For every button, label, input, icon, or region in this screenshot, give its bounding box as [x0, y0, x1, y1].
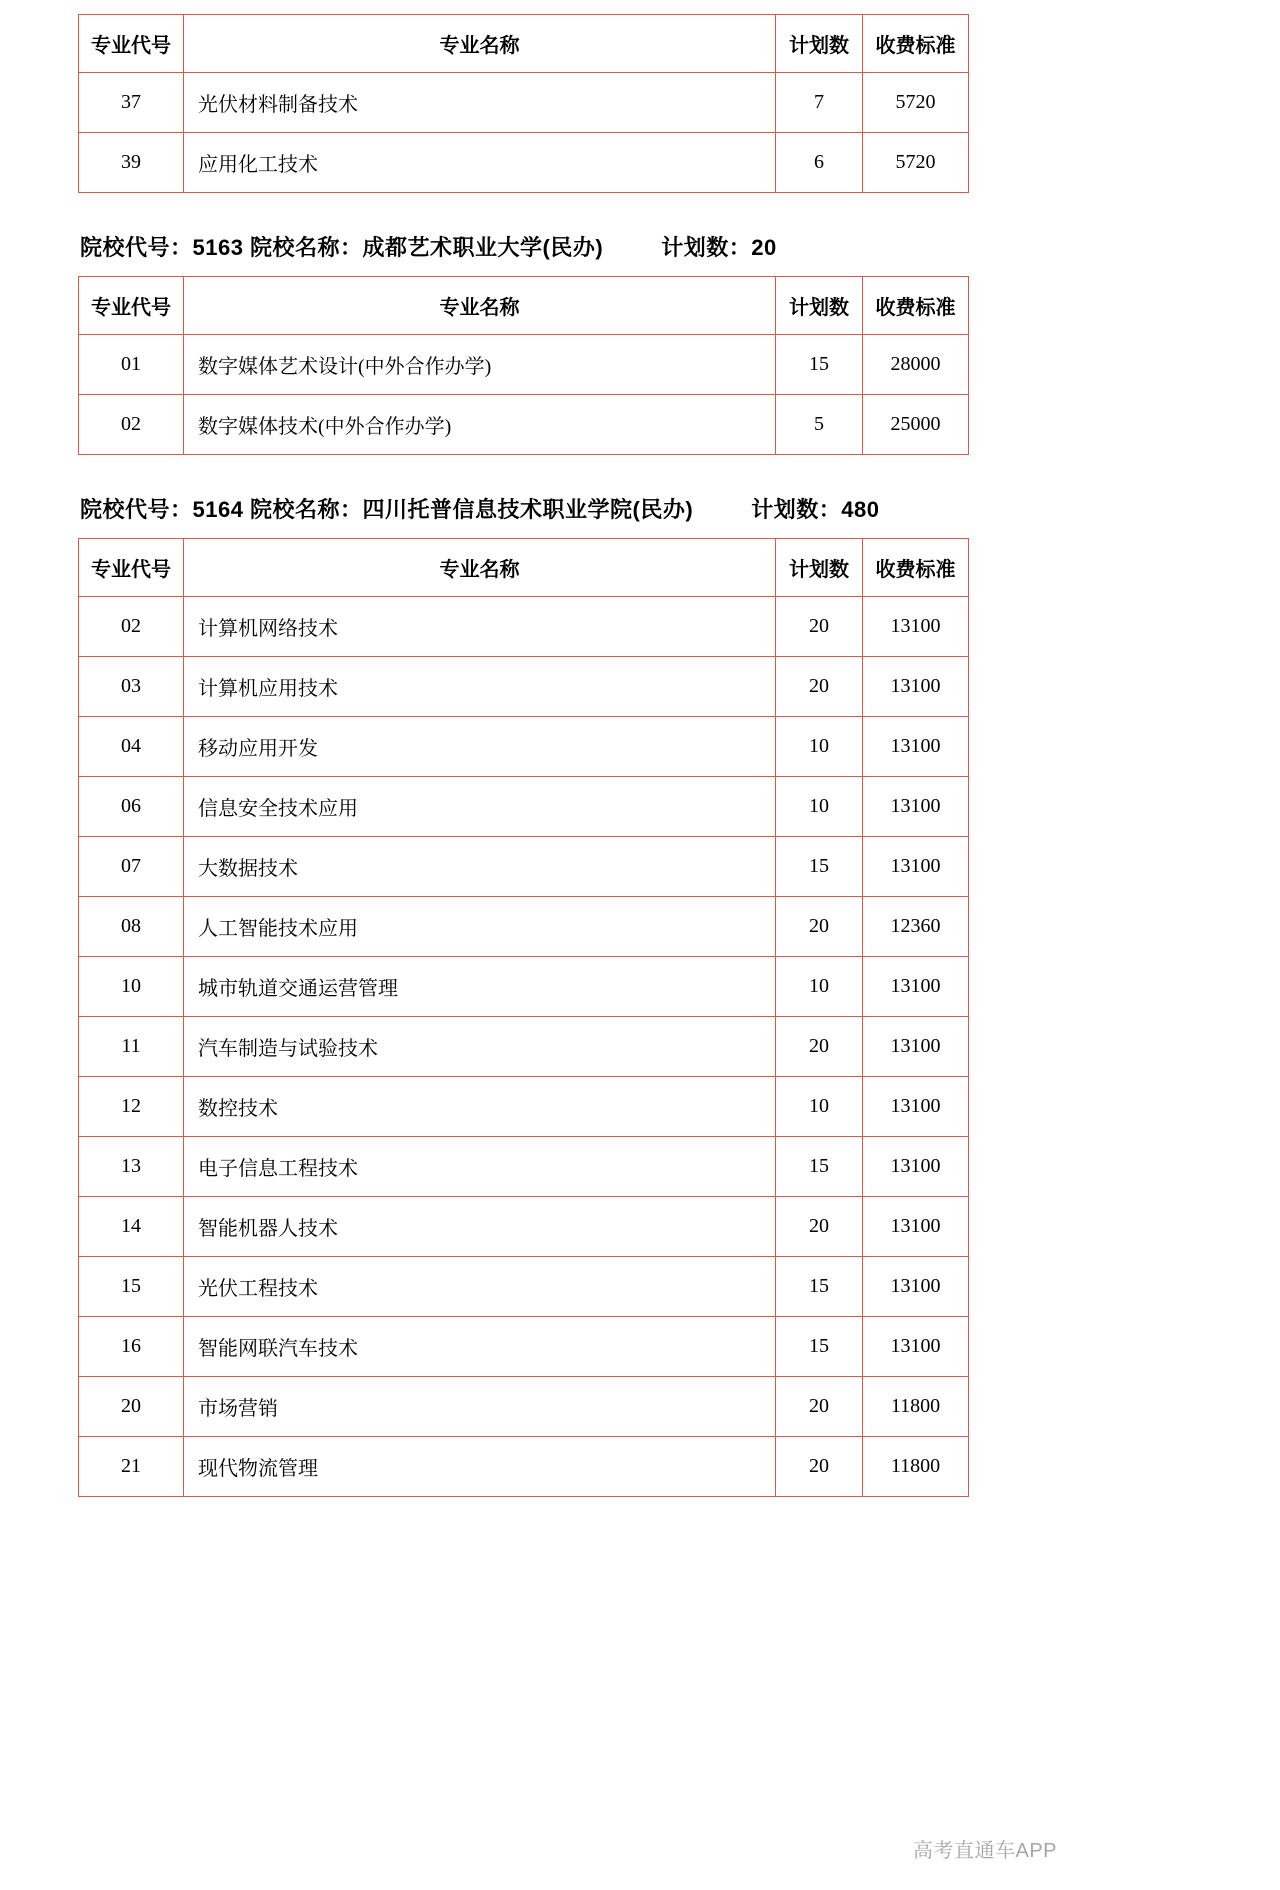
plan-count-cell: 15 — [776, 1137, 863, 1197]
column-header: 收费标准 — [863, 277, 969, 335]
fee-cell: 13100 — [863, 777, 969, 837]
plan-count-cell: 20 — [776, 657, 863, 717]
fee-cell: 11800 — [863, 1377, 969, 1437]
plan-count-cell: 20 — [776, 1017, 863, 1077]
plan-table — [78, 276, 969, 455]
fee-cell: 13100 — [863, 957, 969, 1017]
header-row — [79, 277, 969, 335]
table-row — [79, 657, 969, 717]
plan-table — [78, 14, 969, 193]
fee-cell: 28000 — [863, 335, 969, 395]
college-heading — [80, 493, 968, 524]
major-code-cell: 13 — [79, 1137, 184, 1197]
major-code-cell: 16 — [79, 1317, 184, 1377]
column-header: 专业代号 — [79, 15, 184, 73]
major-name-cell: 计算机应用技术 — [184, 657, 776, 717]
major-code-cell: 01 — [79, 335, 184, 395]
fee-cell: 5720 — [863, 73, 969, 133]
major-name-cell: 数控技术 — [184, 1077, 776, 1137]
fee-cell: 13100 — [863, 1017, 969, 1077]
major-code-cell: 04 — [79, 717, 184, 777]
table-row — [79, 1257, 969, 1317]
major-name-cell: 光伏工程技术 — [184, 1257, 776, 1317]
college-section — [78, 14, 968, 193]
major-name-cell: 应用化工技术 — [184, 133, 776, 193]
fee-cell: 13100 — [863, 1137, 969, 1197]
app-watermark: 高考直通车APP — [913, 1840, 1058, 1862]
column-header: 专业代号 — [79, 539, 184, 597]
table-row — [79, 957, 969, 1017]
table-row — [79, 717, 969, 777]
major-code-cell: 21 — [79, 1437, 184, 1497]
column-header: 计划数 — [776, 15, 863, 73]
table-row — [79, 1017, 969, 1077]
fee-cell: 5720 — [863, 133, 969, 193]
table-row — [79, 133, 969, 193]
major-name-cell: 汽车制造与试验技术 — [184, 1017, 776, 1077]
major-name-cell: 数字媒体技术(中外合作办学) — [184, 395, 776, 455]
column-header: 专业名称 — [184, 539, 776, 597]
college-code-and-name: 院校代号：5163 院校名称：成都艺术职业大学(民办) — [80, 235, 604, 260]
column-header: 收费标准 — [863, 15, 969, 73]
column-header: 收费标准 — [863, 539, 969, 597]
table-row — [79, 1377, 969, 1437]
plan-count-cell: 5 — [776, 395, 863, 455]
fee-cell: 12360 — [863, 897, 969, 957]
plan-count-cell: 15 — [776, 335, 863, 395]
college-heading — [80, 231, 968, 262]
major-code-cell: 03 — [79, 657, 184, 717]
fee-cell: 13100 — [863, 657, 969, 717]
major-code-cell: 20 — [79, 1377, 184, 1437]
table-row — [79, 1437, 969, 1497]
major-name-cell: 现代物流管理 — [184, 1437, 776, 1497]
fee-cell: 25000 — [863, 395, 969, 455]
table-row — [79, 1197, 969, 1257]
table-row — [79, 897, 969, 957]
major-code-cell: 02 — [79, 597, 184, 657]
fee-cell: 13100 — [863, 1257, 969, 1317]
column-header: 专业名称 — [184, 15, 776, 73]
fee-cell: 13100 — [863, 1197, 969, 1257]
plan-count-cell: 10 — [776, 717, 863, 777]
plan-count-cell: 10 — [776, 957, 863, 1017]
major-name-cell: 信息安全技术应用 — [184, 777, 776, 837]
college-section — [78, 493, 968, 1497]
college-code-and-name: 院校代号：5164 院校名称：四川托普信息技术职业学院(民办) — [80, 497, 694, 522]
college-plan-total: 计划数：20 — [661, 235, 777, 260]
major-name-cell: 智能网联汽车技术 — [184, 1317, 776, 1377]
plan-count-cell: 20 — [776, 597, 863, 657]
content-area — [78, 0, 968, 1497]
plan-count-cell: 20 — [776, 897, 863, 957]
fee-cell: 13100 — [863, 717, 969, 777]
major-name-cell: 市场营销 — [184, 1377, 776, 1437]
fee-cell: 13100 — [863, 837, 969, 897]
table-row — [79, 1077, 969, 1137]
major-code-cell: 06 — [79, 777, 184, 837]
major-name-cell: 数字媒体艺术设计(中外合作办学) — [184, 335, 776, 395]
major-name-cell: 智能机器人技术 — [184, 1197, 776, 1257]
plan-count-cell: 20 — [776, 1437, 863, 1497]
table-row — [79, 73, 969, 133]
fee-cell: 11800 — [863, 1437, 969, 1497]
major-code-cell: 39 — [79, 133, 184, 193]
major-code-cell: 07 — [79, 837, 184, 897]
plan-count-cell: 6 — [776, 133, 863, 193]
table-row — [79, 837, 969, 897]
major-name-cell: 人工智能技术应用 — [184, 897, 776, 957]
plan-count-cell: 20 — [776, 1197, 863, 1257]
table-row — [79, 597, 969, 657]
table-row — [79, 1317, 969, 1377]
column-header: 专业代号 — [79, 277, 184, 335]
column-header: 计划数 — [776, 539, 863, 597]
plan-count-cell: 15 — [776, 1317, 863, 1377]
table-row — [79, 777, 969, 837]
column-header: 专业名称 — [184, 277, 776, 335]
plan-count-cell: 10 — [776, 1077, 863, 1137]
plan-count-cell: 20 — [776, 1377, 863, 1437]
fee-cell: 13100 — [863, 1077, 969, 1137]
major-code-cell: 08 — [79, 897, 184, 957]
plan-count-cell: 7 — [776, 73, 863, 133]
column-header: 计划数 — [776, 277, 863, 335]
table-row — [79, 1137, 969, 1197]
major-code-cell: 11 — [79, 1017, 184, 1077]
header-row — [79, 15, 969, 73]
college-plan-total: 计划数：480 — [751, 497, 880, 522]
major-name-cell: 电子信息工程技术 — [184, 1137, 776, 1197]
major-name-cell: 移动应用开发 — [184, 717, 776, 777]
table-row — [79, 335, 969, 395]
plan-count-cell: 10 — [776, 777, 863, 837]
major-code-cell: 37 — [79, 73, 184, 133]
major-code-cell: 14 — [79, 1197, 184, 1257]
header-row — [79, 539, 969, 597]
major-code-cell: 15 — [79, 1257, 184, 1317]
major-code-cell: 02 — [79, 395, 184, 455]
college-section — [78, 231, 968, 455]
table-row — [79, 395, 969, 455]
major-code-cell: 10 — [79, 957, 184, 1017]
major-name-cell: 大数据技术 — [184, 837, 776, 897]
sections — [78, 14, 968, 1497]
plan-count-cell: 15 — [776, 837, 863, 897]
major-code-cell: 12 — [79, 1077, 184, 1137]
major-name-cell: 光伏材料制备技术 — [184, 73, 776, 133]
major-name-cell: 计算机网络技术 — [184, 597, 776, 657]
fee-cell: 13100 — [863, 597, 969, 657]
major-name-cell: 城市轨道交通运营管理 — [184, 957, 776, 1017]
plan-table — [78, 538, 969, 1497]
fee-cell: 13100 — [863, 1317, 969, 1377]
plan-count-cell: 15 — [776, 1257, 863, 1317]
